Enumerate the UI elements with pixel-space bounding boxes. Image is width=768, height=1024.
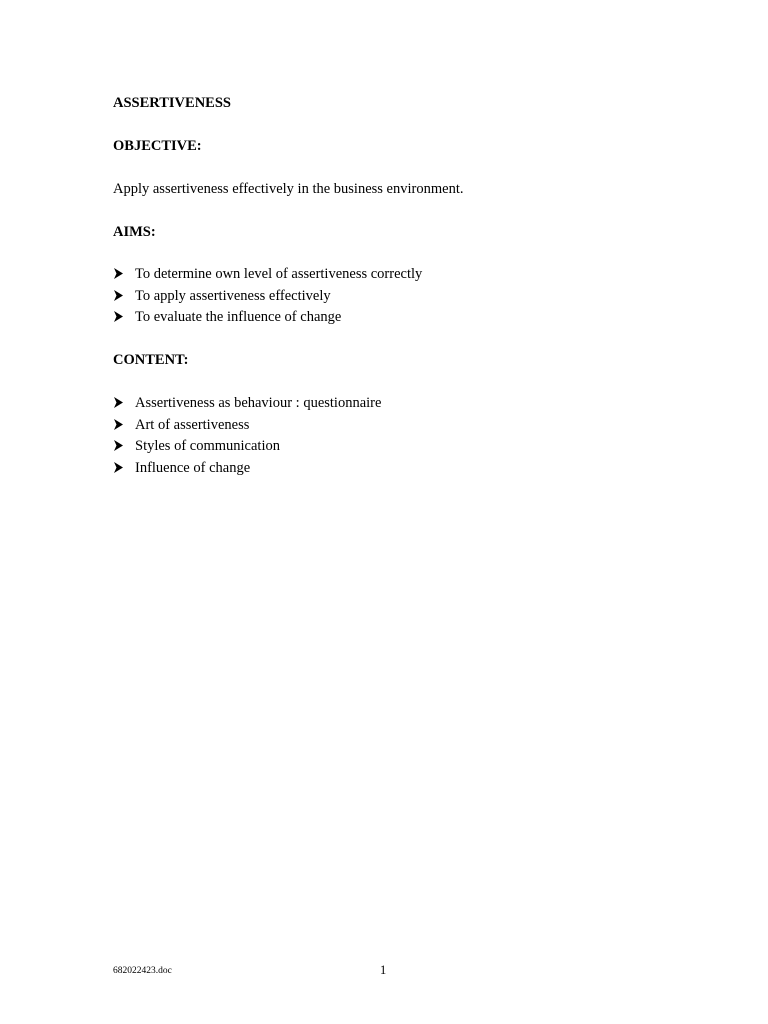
content-item-text: Influence of change (135, 459, 251, 476)
arrowhead-bullet-icon (113, 268, 124, 279)
content-item-text: Assertiveness as behaviour : questionnaire (135, 395, 382, 411)
arrowhead-bullet-icon (113, 440, 124, 451)
objective-text: Apply assertiveness effectively in the business environment. (113, 181, 464, 197)
footer-page-number: 1 (380, 963, 387, 977)
aims-item-text: To apply assertiveness effectively (135, 287, 331, 304)
content-item-text: Styles of communication (135, 438, 280, 454)
arrowhead-bullet-icon (113, 290, 124, 301)
aims-heading: AIMS: (113, 224, 156, 240)
content-item-text: Art of assertiveness (135, 416, 250, 433)
arrowhead-bullet-icon (113, 419, 124, 430)
aims-item-text: To evaluate the influence of change (135, 309, 342, 325)
content-heading: CONTENT: (113, 352, 189, 368)
objective-heading: OBJECTIVE: (113, 138, 202, 154)
footer-filename: 682022423.doc (113, 966, 172, 976)
arrowhead-bullet-icon (113, 462, 124, 473)
arrowhead-bullet-icon (113, 311, 124, 322)
document-title: ASSERTIVENESS (113, 95, 231, 111)
arrowhead-bullet-icon (113, 397, 124, 408)
aims-item-text: To determine own level of assertiveness correctly (135, 266, 423, 282)
